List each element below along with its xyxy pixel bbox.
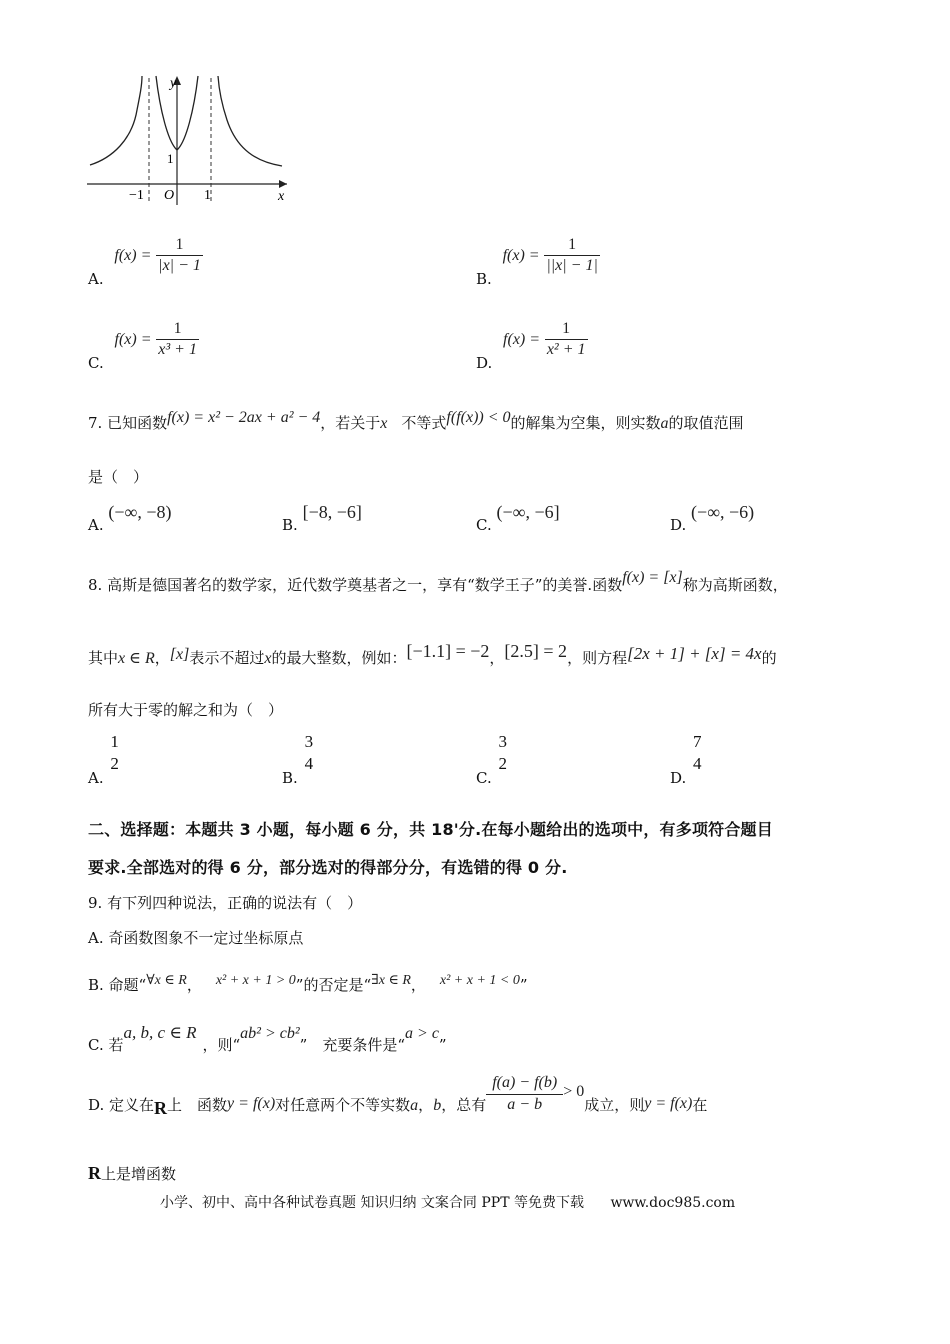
q7-d-value: (−∞, −6) bbox=[691, 502, 755, 522]
q9-d-line2-R: R bbox=[88, 1163, 101, 1183]
q8-a-num: 1 bbox=[110, 732, 119, 751]
q8-a-label: A. bbox=[88, 769, 104, 787]
q8-text-2: 称为高斯函数， bbox=[682, 576, 788, 594]
q7-text-3: 不等式 bbox=[401, 414, 447, 432]
q6-option-a bbox=[88, 236, 203, 288]
q9-b-math-1: ∀x ∈ R bbox=[146, 973, 187, 988]
q6-a-den: |x| − 1 bbox=[158, 257, 201, 274]
q6-option-d bbox=[476, 320, 588, 372]
q6-a-fraction bbox=[156, 236, 203, 275]
q8-c-label: C. bbox=[476, 769, 492, 787]
q8-l2-math-1: x ∈ R bbox=[118, 650, 155, 667]
q9-b-text-1: B. 命题“ bbox=[88, 976, 147, 994]
origin-label: O bbox=[164, 188, 175, 203]
q9-option-c bbox=[88, 1022, 447, 1054]
q8-option-d bbox=[670, 732, 704, 787]
q6-d-fraction bbox=[545, 320, 588, 359]
q8-c-den: 2 bbox=[498, 754, 507, 773]
q6-b-fraction bbox=[544, 236, 600, 275]
q6-b-num: 1 bbox=[568, 236, 577, 253]
q7-stem-line1 bbox=[88, 409, 744, 433]
q7-a-value: (−∞, −8) bbox=[108, 502, 172, 522]
q9-d-a: a bbox=[410, 1097, 419, 1114]
q9-d-R: R bbox=[154, 1098, 168, 1118]
q7-stem-line2: 是（ ） bbox=[88, 468, 149, 486]
q7-text-5: 的取值范围 bbox=[668, 414, 744, 432]
q8-l2-text-3: 表示不超过 bbox=[189, 649, 265, 667]
q6-b-den: ||x| − 1| bbox=[546, 257, 598, 274]
q9-c-text-4: ” bbox=[438, 1036, 447, 1054]
q6-c-fraction bbox=[156, 320, 199, 359]
q9-d-text-5: 成立，则 bbox=[584, 1096, 645, 1114]
q8-stem-line3: 所有大于零的解之和为（ ） bbox=[88, 701, 284, 719]
q9-b-comma-1: ， bbox=[186, 976, 202, 994]
q8-d-label: D. bbox=[670, 769, 687, 787]
q9-d-line2-text: 上是增函数 bbox=[101, 1165, 177, 1183]
q6-c-den: x³ + 1 bbox=[158, 341, 197, 358]
footer bbox=[160, 1192, 735, 1212]
q9-d-text-2: 上 函数 bbox=[167, 1096, 228, 1114]
q8-b-num: 3 bbox=[304, 732, 314, 751]
q7-option-d bbox=[670, 502, 755, 534]
q6-c-lhs: f(x) = bbox=[114, 330, 152, 348]
q6-b-lhs: f(x) = bbox=[502, 246, 540, 264]
q7-text-4: 的解集为空集，则实数 bbox=[510, 414, 661, 432]
q9-c-text-3: ” 充要条件是“ bbox=[299, 1036, 406, 1054]
tick-pos1: 1 bbox=[204, 188, 211, 203]
q9-d-math-1: y = f(x) bbox=[227, 1095, 276, 1112]
q7-inequality: f(f(x)) < 0 bbox=[446, 409, 511, 426]
section2-heading-line2: 要求.全部选对的得 6 分，部分选对的得部分分，有选错的得 0 分. bbox=[88, 858, 568, 877]
q8-option-b bbox=[282, 732, 315, 787]
q6-b-label: B. bbox=[476, 269, 492, 288]
q8-d-fraction bbox=[691, 732, 704, 774]
q9-d-gt: > 0 bbox=[563, 1083, 585, 1100]
q6-option-b bbox=[476, 236, 600, 288]
q8-l2-text-2: ， bbox=[154, 649, 170, 667]
q9-d-text-6: 在 bbox=[692, 1096, 708, 1114]
q9-option-a: A. 奇函数图象不一定过坐标原点 bbox=[88, 929, 304, 947]
q9-d-math-2: y = f(x) bbox=[644, 1095, 693, 1112]
q9-b-text-3: ” bbox=[519, 976, 528, 994]
q9-b-text-2: ”的否定是“ bbox=[295, 976, 372, 994]
q7-a-label: A. bbox=[88, 516, 104, 534]
q9-b-comma-2: ， bbox=[410, 976, 426, 994]
q8-c-num: 3 bbox=[498, 732, 507, 751]
q8-l2-text-5: ，则方程 bbox=[567, 649, 628, 667]
q8-l2-text-1: 其中 bbox=[88, 649, 119, 667]
q8-equation: [2x + 1] + [x] = 4x bbox=[627, 644, 762, 663]
q6-a-label: A. bbox=[88, 269, 104, 288]
q8-example-1: [−1.1] = −2 bbox=[406, 641, 490, 661]
q7-option-c bbox=[476, 502, 560, 534]
q7-text-2: ，若关于 bbox=[320, 414, 381, 432]
q9-stem: 9. 有下列四种说法，正确的说法有（ ） bbox=[88, 894, 363, 912]
q6-d-lhs: f(x) = bbox=[503, 330, 541, 348]
q7-c-label: C. bbox=[476, 516, 492, 534]
q8-option-c bbox=[476, 732, 509, 787]
q7-b-label: B. bbox=[282, 516, 298, 534]
q9-c-text-1: C. 若 bbox=[88, 1036, 124, 1054]
q7-text-1: 7. 已知函数 bbox=[88, 414, 168, 432]
q8-stem-line2 bbox=[88, 641, 777, 668]
q8-function: f(x) = [x] bbox=[622, 569, 683, 586]
footer-url[interactable]: www.doc985.com bbox=[610, 1195, 736, 1211]
q9-d-text-3: 对任意两个不等实数 bbox=[275, 1096, 411, 1114]
q8-a-den: 2 bbox=[110, 754, 119, 773]
q9-d-b: b bbox=[433, 1097, 442, 1114]
q6-c-num: 1 bbox=[173, 320, 182, 337]
q8-b-den: 4 bbox=[304, 754, 314, 773]
q9-d-text-1: D. 定义在 bbox=[88, 1096, 155, 1114]
q8-text-1: 8. 高斯是德国著名的数学家，近代数学奠基者之一，享有“数学王子”的美誉.函数 bbox=[88, 576, 623, 594]
q9-d-fraction bbox=[486, 1074, 563, 1114]
tick-neg1: −1 bbox=[129, 188, 144, 203]
y-intercept-label: 1 bbox=[167, 151, 174, 166]
q9-b-math-3: ∃x ∈ R bbox=[371, 973, 411, 988]
q7-function: f(x) = x² − 2ax + a² − 4 bbox=[167, 409, 321, 426]
q6-a-lhs: f(x) = bbox=[114, 246, 152, 264]
axis-x-label: x bbox=[278, 189, 285, 204]
q7-x: x bbox=[380, 415, 388, 432]
q9-b-math-2: x² + x + 1 > 0 bbox=[215, 973, 296, 988]
q8-stem-line1 bbox=[88, 569, 788, 595]
q9-c-text-2: ，则“ bbox=[202, 1036, 241, 1054]
q6-a-num: 1 bbox=[175, 236, 184, 253]
q8-l2-text-4: 的最大整数，例如： bbox=[271, 649, 407, 667]
q7-a: a bbox=[660, 415, 669, 432]
q9-option-d-line2 bbox=[88, 1163, 176, 1184]
q9-option-d bbox=[88, 1074, 708, 1118]
q8-separator: ， bbox=[489, 649, 505, 667]
q8-option-a bbox=[88, 732, 121, 787]
q6-d-den: x² + 1 bbox=[546, 341, 586, 358]
q9-c-math-3: a > c bbox=[405, 1025, 439, 1042]
function-graph bbox=[82, 70, 297, 210]
q8-a-fraction bbox=[108, 732, 121, 774]
q7-b-value: [−8, −6] bbox=[302, 502, 362, 522]
q8-l2-text-6: 的 bbox=[761, 649, 777, 667]
q9-c-math-1: a, b, c ∈ R bbox=[123, 1023, 197, 1042]
axis-y-label: y bbox=[170, 76, 177, 91]
q9-d-num: f(a) − f(b) bbox=[492, 1074, 558, 1091]
q6-option-c bbox=[88, 320, 199, 372]
q8-d-num: 7 bbox=[693, 732, 702, 751]
q8-l2-math-2: [x] bbox=[169, 646, 190, 663]
q7-option-a bbox=[88, 502, 172, 534]
section2-heading-line1: 二、选择题：本题共 3 小题，每小题 6 分，共 18'分.在每小题给出的选项中，有多项符合题目 bbox=[88, 820, 773, 839]
footer-text: 小学、初中、高中各种试卷真题 知识归纳 文案合同 PPT 等免费下载 bbox=[160, 1195, 584, 1211]
q9-d-den: a − b bbox=[486, 1094, 563, 1114]
q8-c-fraction bbox=[497, 732, 510, 774]
q6-d-num: 1 bbox=[562, 320, 571, 337]
q6-c-label: C. bbox=[88, 353, 104, 372]
q8-b-label: B. bbox=[282, 769, 298, 787]
q8-d-den: 4 bbox=[693, 754, 702, 773]
q7-option-b bbox=[282, 502, 362, 534]
q8-example-2: [2.5] = 2 bbox=[504, 641, 568, 661]
q8-l2-x: x bbox=[264, 650, 272, 667]
q9-d-comma: ， bbox=[418, 1096, 434, 1114]
q9-c-math-2: ab² > cb² bbox=[240, 1025, 300, 1042]
q6-d-label: D. bbox=[476, 353, 493, 372]
q7-c-value: (−∞, −6] bbox=[496, 502, 560, 522]
q8-b-fraction bbox=[303, 732, 316, 774]
q7-d-label: D. bbox=[670, 516, 687, 534]
q9-option-b bbox=[88, 968, 528, 994]
q9-b-math-4: x² + x + 1 < 0 bbox=[439, 973, 520, 988]
q9-d-text-4: ，总有 bbox=[441, 1096, 487, 1114]
